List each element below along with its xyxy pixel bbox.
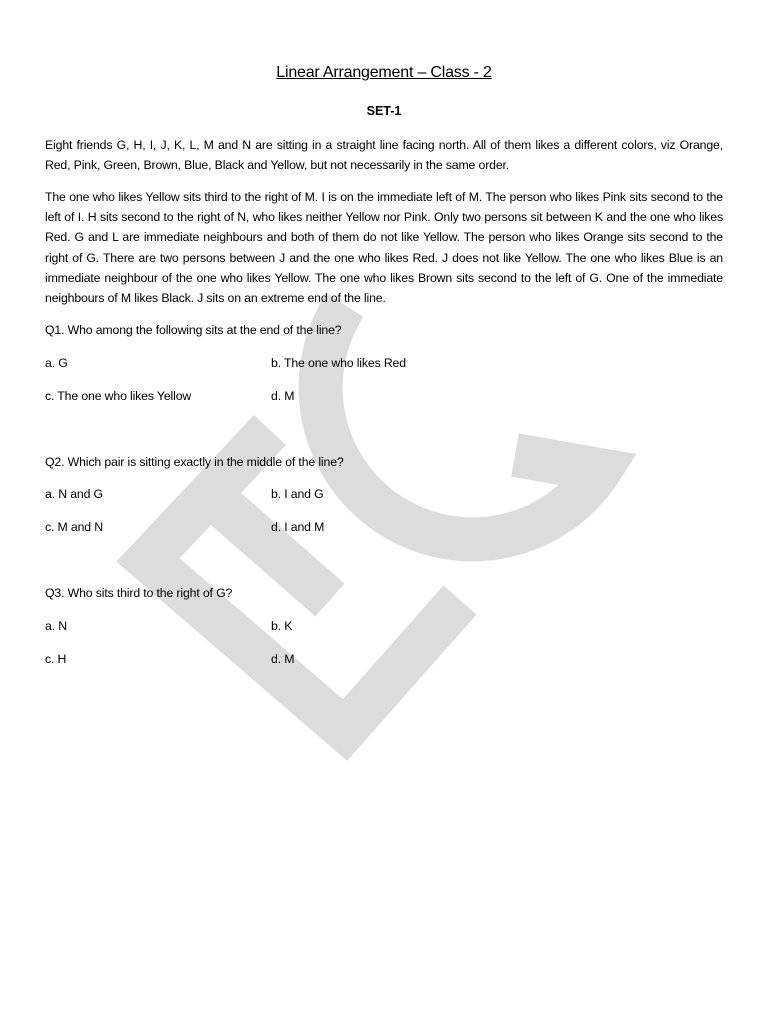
q1-option-c: c. The one who likes Yellow: [45, 389, 192, 403]
q3-option-d: d. M: [271, 652, 295, 666]
set-label: SET-1: [366, 104, 402, 118]
q1-option-a: a. G: [45, 356, 68, 370]
q2-option-d: d. I and M: [271, 520, 325, 534]
q2-option-b: b. I and G: [271, 487, 324, 501]
document-page: [45, 0, 723, 1024]
q2-option-a: a. N and G: [45, 487, 103, 501]
q3-option-c: c. H: [45, 652, 67, 666]
conditions-paragraph: The one who likes Yellow sits third to the right of M. I is on the immediate left of M. The person who likes Pink sits second to the left of I. H sits second to the right of N, who likes neither Yellow nor Pink. Only two persons sit between K and the one who likes Red. G and L are immediate neighbours and both of them do not like Yellow. The person who likes Orange sits second to the right of G. There are two persons between J and the one who likes Red. J does not like Yellow. The one who likes Blue is an immediate neighbour of the one who likes Yellow. The one who likes Brown sits second to the left of G. One of the immediate neighbours of M likes Black. J sits on an extreme end of the line.: [45, 190, 723, 306]
q3-option-b: b. K: [271, 619, 293, 633]
document-title: Linear Arrangement – Class - 2: [276, 64, 492, 81]
intro-paragraph: Eight friends G, H, I, J, K, L, M and N are sitting in a straight line facing north. All of them likes a different colors, viz Orange, Red, Pink, Green, Brown, Blue, Black and Yellow, but not necessarily in the same order.: [45, 138, 723, 173]
question-3: Q3. Who sits third to the right of G?: [45, 586, 233, 600]
q1-option-d: d. M: [271, 389, 295, 403]
question-1: Q1. Who among the following sits at the end of the line?: [45, 323, 342, 337]
q2-option-c: c. M and N: [45, 520, 103, 534]
q1-option-b: b. The one who likes Red: [271, 356, 406, 370]
q3-option-a: a. N: [45, 619, 67, 633]
question-2: Q2. Which pair is sitting exactly in the middle of the line?: [45, 455, 344, 469]
